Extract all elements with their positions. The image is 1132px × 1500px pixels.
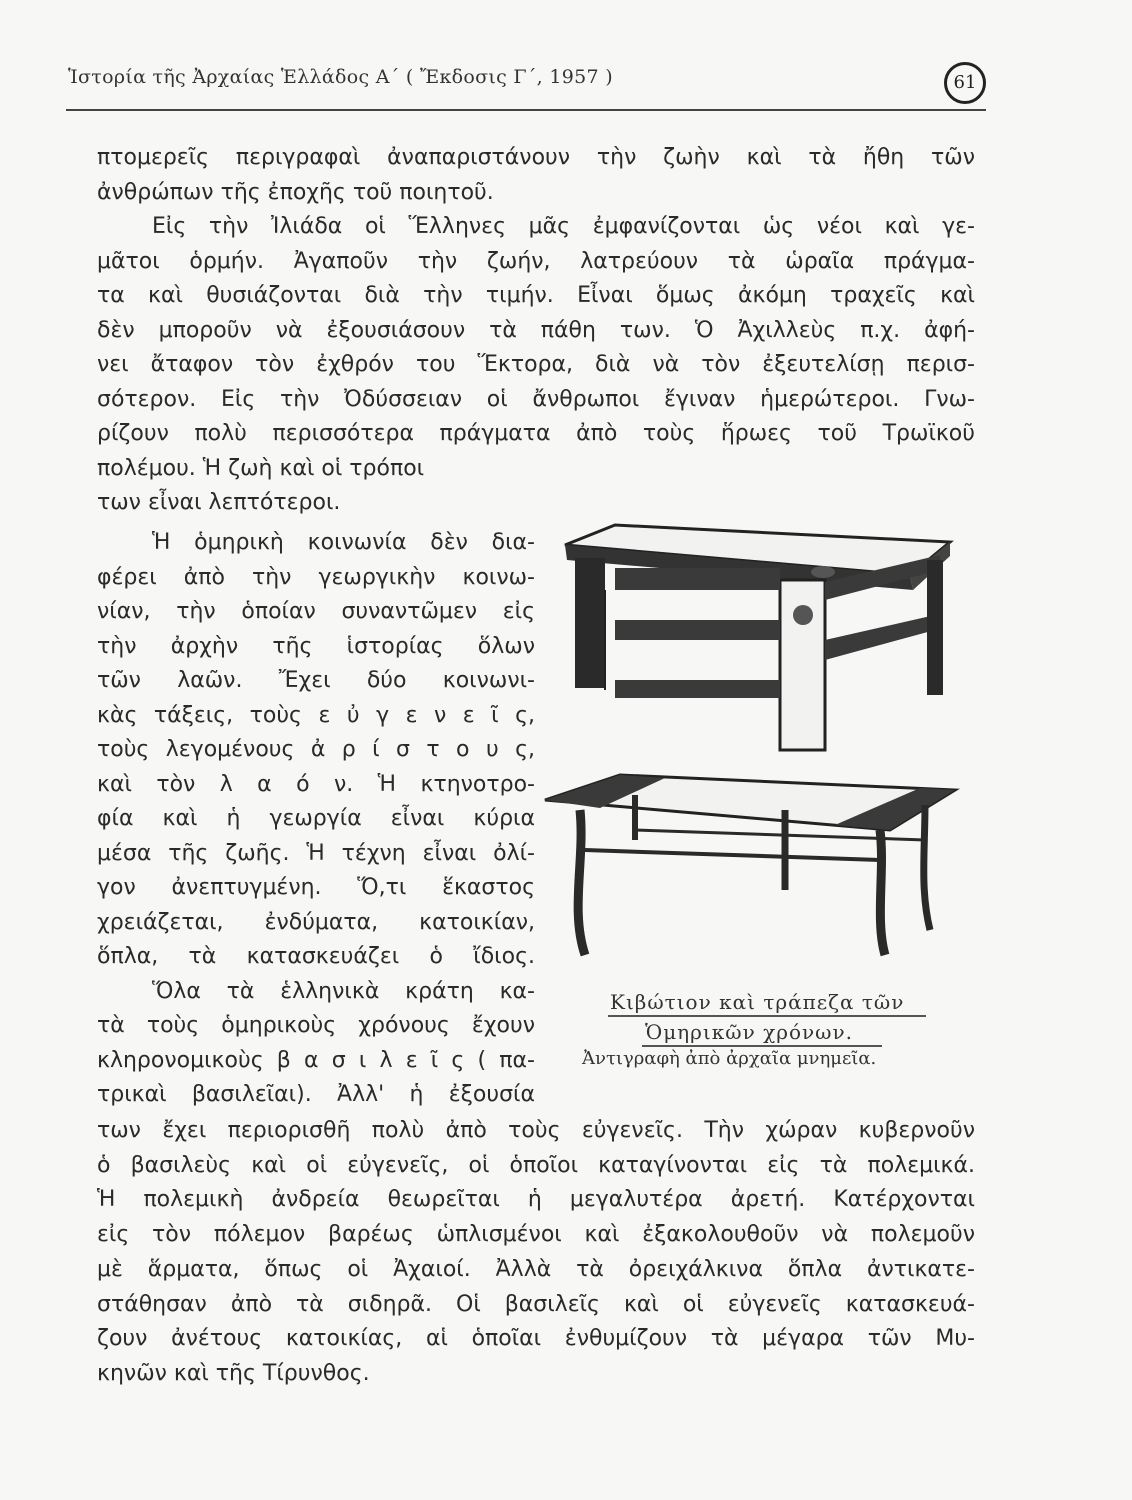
text-line: μέσα τῆς ζωῆς. Ἡ τέχνη εἶναι ὀλί- [97, 840, 535, 866]
text-line: Εἰς τὴν Ἰλιάδα οἱ Ἕλληνες μᾶς ἐμφανίζονται ὡς νέοι καὶ γε- [152, 214, 975, 239]
text-line: ὅπλα, τὰ κατασκευάζει ὁ ἴδιος. [97, 944, 535, 969]
table-illustration [540, 770, 960, 970]
text-line: ὁ βασιλεὺς καὶ οἱ εὐγενεῖς, οἱ ὁποῖοι καταγίνονται εἰς τὰ πολεμικά. [97, 1152, 975, 1178]
text-line: πτομερεῖς περιγραφαὶ ἀναπαριστάνουν τὴν ζωὴν καὶ τὰ ἤθη τῶν [97, 145, 975, 170]
text-line: τα καὶ θυσιάζονται διὰ τὴν τιμήν. Εἶναι ὅμως ἀκόμη τραχεῖς καὶ [97, 283, 975, 308]
figure-caption-line-1: Κιβώτιον καὶ τράπεζα τῶν [610, 990, 905, 1014]
text-line: τρικαὶ βασιλεῖαι). Ἀλλ' ἡ ἐξουσία [97, 1082, 535, 1107]
caption-underline [642, 1045, 882, 1047]
text-line: ρίζουν πολὺ περισσότερα πράγματα ἀπὸ τοὺς ἥρωες τοῦ Τρωϊκοῦ [97, 421, 975, 446]
chest-illustration [555, 520, 955, 770]
header-rule [66, 109, 986, 111]
text-line: τὰ τοὺς ὁμηρικοὺς χρόνους ἔχουν [97, 1013, 535, 1038]
text-line: πολέμου. Ἡ ζωὴ καὶ οἱ τρόποι [97, 455, 425, 481]
text-line: εἰς τὸν πόλεμον βαρέως ὡπλισμένοι καὶ ἐξακολουθοῦν νὰ πολεμοῦν [97, 1222, 975, 1248]
text-line: καὶ τὸν λ α ό ν. Ἡ κτηνοτρο- [97, 771, 535, 797]
text-line: ζουν ἀνέτους κατοικίας, αἱ ὁποῖαι ἐνθυμίζουν τὰ μέγαρα τῶν Μυ- [97, 1326, 975, 1352]
text-line: κηνῶν καὶ τῆς Τίρυνθος. [97, 1360, 370, 1386]
page-number: 61 [944, 62, 986, 104]
text-line: τὴν ἀρχὴν τῆς ἱστορίας ὅλων [97, 633, 535, 659]
text-line: νίαν, τὴν ὁποίαν συναντῶμεν εἰς [97, 599, 535, 624]
text-line: τοὺς λεγομένους ἀ ρ ί σ τ ο υ ς, [97, 737, 535, 762]
running-header: Ἱστορία τῆς Ἀρχαίας Ἑλλάδος Α΄ ( Ἔκδοσις Γ΄, 1957 ) [68, 66, 613, 88]
figure-source-note: Ἀντιγραφὴ ἀπὸ ἀρχαῖα μνημεῖα. [582, 1048, 877, 1069]
text-line: κὰς τάξεις, τοὺς ε ὐ γ ε ν ε ῖ ς, [97, 702, 535, 728]
text-line: ἀνθρώπων τῆς ἐποχῆς τοῦ ποιητοῦ. [97, 179, 494, 205]
text-line: μᾶτοι ὁρμήν. Ἀγαποῦν τὴν ζωήν, λατρεύουν τὰ ὡραῖα πράγμα- [97, 248, 975, 274]
text-line: νει ἄταφον τὸν ἐχθρόν του Ἕκτορα, διὰ νὰ τὸν ἐξευτελίσῃ περισ- [97, 352, 975, 377]
text-line: χρειάζεται, ἐνδύματα, κατοικίαν, [97, 909, 535, 935]
text-line: Ἡ ὁμηρικὴ κοινωνία δὲν δια- [152, 530, 535, 555]
text-line: φία καὶ ἡ γεωργία εἶναι κύρια [97, 806, 535, 831]
text-line: δὲν μποροῦν νὰ ἐξουσιάσουν τὰ πάθη των. Ὁ Ἀχιλλεὺς π.χ. ἀφή- [97, 317, 975, 343]
text-line: των εἶναι λεπτότεροι. [97, 490, 341, 515]
text-line: μὲ ἅρματα, ὅπως οἱ Ἀχαιοί. Ἀλλὰ τὰ ὀρειχάλκινα ὅπλα ἀντικατε- [97, 1256, 975, 1282]
text-line: Ὅλα τὰ ἑλληνικὰ κράτη κα- [152, 978, 535, 1004]
text-line: γον ἀνεπτυγμένη. Ὅ,τι ἕκαστος [97, 875, 535, 900]
figure-caption-line-2: Ὁμηρικῶν χρόνων. [645, 1020, 853, 1044]
text-line: στάθησαν ἀπὸ τὰ σιδηρᾶ. Οἱ βασιλεῖς καὶ οἱ εὐγενεῖς κατασκευά- [97, 1291, 975, 1317]
text-line: τῶν λαῶν. Ἔχει δύο κοινωνι- [97, 668, 535, 693]
caption-underline [608, 1015, 926, 1017]
text-line: των ἔχει περιορισθῆ πολὺ ἀπὸ τοὺς εὐγενεῖς. Τὴν χώραν κυβερνοῦν [97, 1118, 975, 1143]
text-line: κληρονομικοὺς β α σ ι λ ε ῖ ς ( πα- [97, 1047, 535, 1073]
text-line: φέρει ἀπὸ τὴν γεωργικὴν κοινω- [97, 564, 535, 590]
text-line: σότερον. Εἰς τὴν Ὀδύσσειαν οἱ ἄνθρωποι ἔγιναν ἡμερώτεροι. Γνω- [97, 386, 975, 412]
text-line: Ἡ πολεμικὴ ἀνδρεία θεωρεῖται ἡ μεγαλυτέρα ἀρετή. Κατέρχονται [97, 1187, 975, 1213]
